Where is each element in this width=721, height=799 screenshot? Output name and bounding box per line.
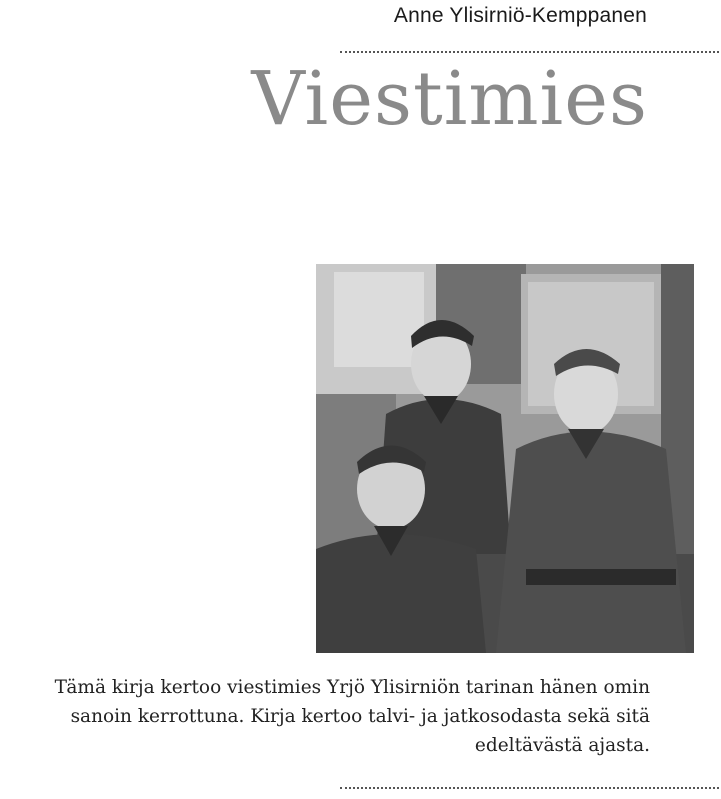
book-title: Viestimies (251, 56, 648, 142)
top-divider (340, 51, 719, 53)
bottom-divider (340, 787, 719, 789)
description-line: sanoin kerrottuna. Kirja kertoo talvi- ja jatkosodasta sekä sitä (70, 706, 650, 727)
cover-photo (316, 264, 694, 653)
author-name: Anne Ylisirniö-Kemppanen (393, 4, 647, 27)
soldiers-photo-illustration (316, 264, 694, 653)
book-description (10, 673, 650, 760)
description-line: Tämä kirja kertoo viestimies Yrjö Ylisirniön tarinan hänen omin (54, 677, 650, 698)
description-line: edeltävästä ajasta. (474, 735, 650, 756)
